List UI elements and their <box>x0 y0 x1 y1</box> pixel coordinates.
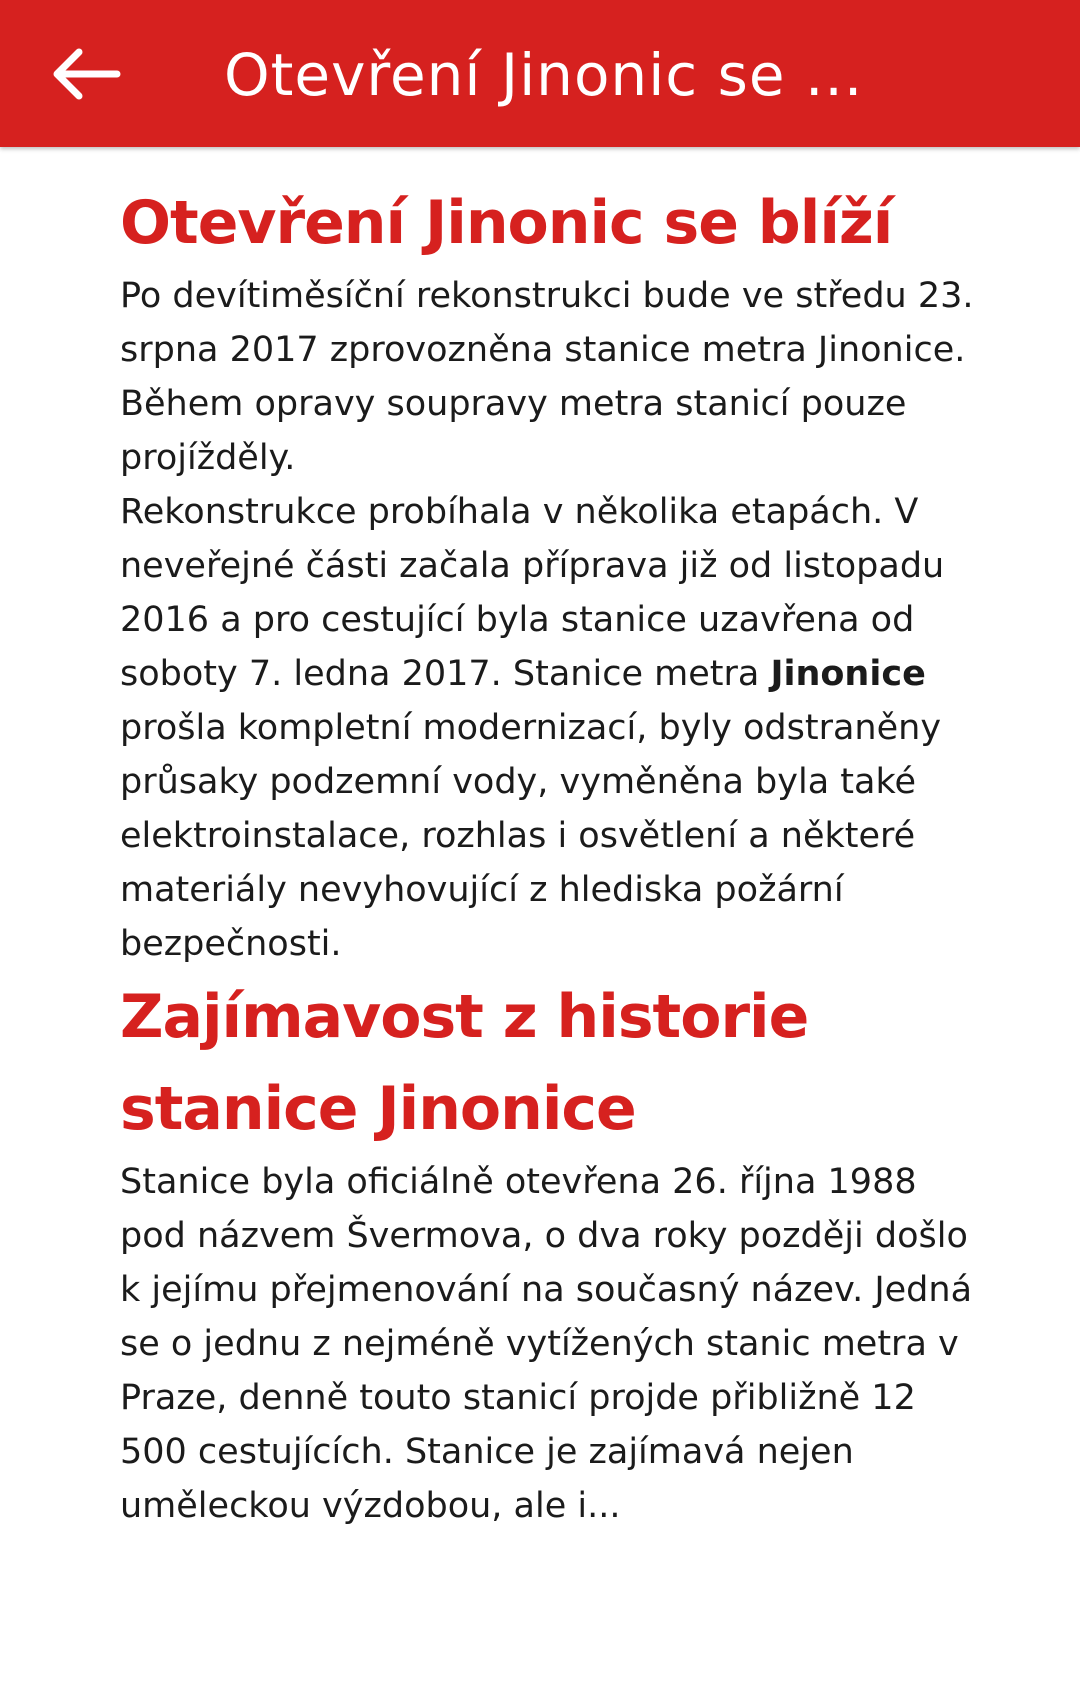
station-name-bold: Jinonice <box>770 654 926 694</box>
paragraph-text-end: prošla kompletní modernizací, byly odstraněny průsaky podzemní vody, vyměněna byla také elektroinstalace, rozhlas i osvětlení a některé materiály nevyhovující z hlediska požární bezpečnosti. <box>120 708 942 964</box>
back-button[interactable] <box>40 36 130 112</box>
article-paragraph-reconstruction <box>120 485 980 971</box>
app-bar-title: Otevření Jinonic se ... <box>224 41 864 109</box>
arrow-left-icon <box>49 48 121 100</box>
article-heading-opening: Otevření Jinonic se blíží <box>120 188 893 258</box>
article-paragraph-intro: Po devítiměsíční rekonstrukci bude ve středu 23. srpna 2017 zprovozněna stanice metra Jinonice. Během opravy soupravy metra stanicí pouze projížděly. <box>120 276 974 478</box>
article-paragraph-history: Stanice byla oficiálně otevřena 26. října 1988 pod názvem Švermova, o dva roky později došlo k jejímu přejmenování na současný název. Jedná se o jednu z nejméně vytížených stanic metra v Praze, denně touto stanicí projde přibližně 12 500 cestujících. Stanice je zajímavá nejen uměleckou výzdobou, ale i... <box>120 1162 973 1526</box>
article-heading-history: Zajímavost z historie stanice Jinonice <box>120 982 809 1144</box>
app-bar <box>0 0 1080 147</box>
article-content <box>120 147 980 1533</box>
paragraph-text-start: Rekonstrukce probíhala v několika etapách. V neveřejné části začala příprava již od listopadu 2016 a pro cestující byla stanice uzavřena od soboty 7. ledna 2017. Stanice metra <box>120 492 945 694</box>
